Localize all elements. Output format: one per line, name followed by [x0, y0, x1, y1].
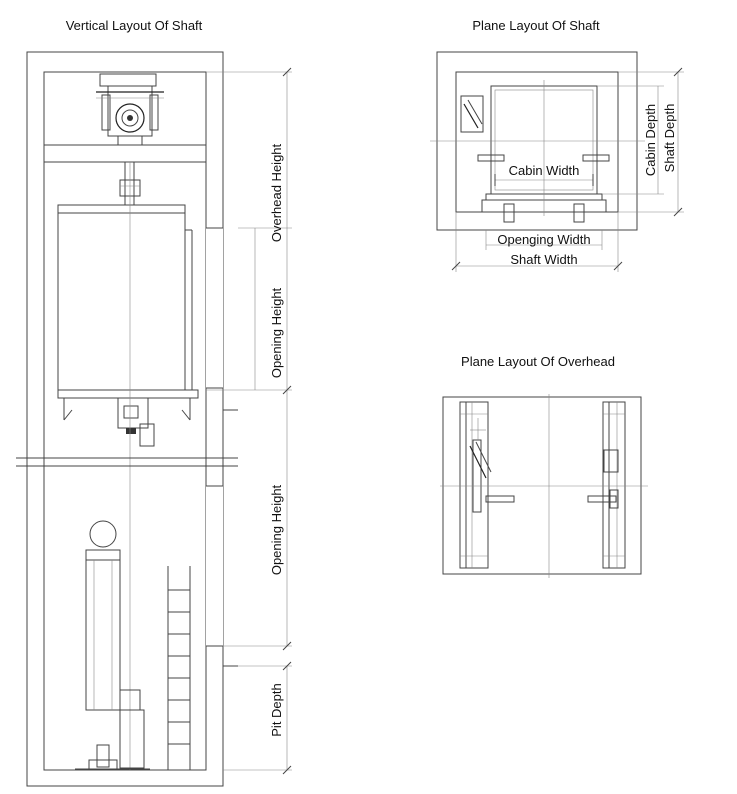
label-cabin-width: Cabin Width [508, 163, 580, 178]
machine-beam [44, 145, 206, 162]
label-pit-depth: Pit Depth [269, 683, 284, 737]
title-plane-layout-overhead: Plane Layout Of Overhead [461, 354, 615, 369]
label-shaft-depth: Shaft Depth [662, 103, 677, 173]
label-opening-height-upper: Opening Height [269, 287, 284, 379]
traction-machine [96, 74, 164, 145]
overhead-left-beam [460, 402, 488, 568]
label-overhead-height: Overhead Height [269, 143, 284, 243]
title-plane-layout-shaft: Plane Layout Of Shaft [472, 18, 600, 33]
plane-counterweight [461, 96, 483, 132]
label-opening-width: Openging Width [497, 232, 591, 247]
label-shaft-width: Shaft Width [510, 252, 578, 267]
label-opening-height-lower: Opening Height [269, 484, 284, 576]
title-vertical-layout: Vertical Layout Of Shaft [65, 18, 203, 33]
plane-shaft-inner-wall [456, 72, 618, 212]
plane-shaft-drawing [430, 52, 684, 272]
hydraulic-cylinder [86, 550, 120, 710]
vertical-shaft-drawing [16, 52, 292, 786]
overhead-right-beam [603, 402, 625, 568]
sheave-pulley [90, 521, 116, 547]
pit-ladder [168, 566, 190, 770]
cabin-side-view [58, 213, 185, 390]
label-cabin-depth: Cabin Depth [643, 103, 658, 177]
plane-overhead-drawing [440, 394, 648, 578]
